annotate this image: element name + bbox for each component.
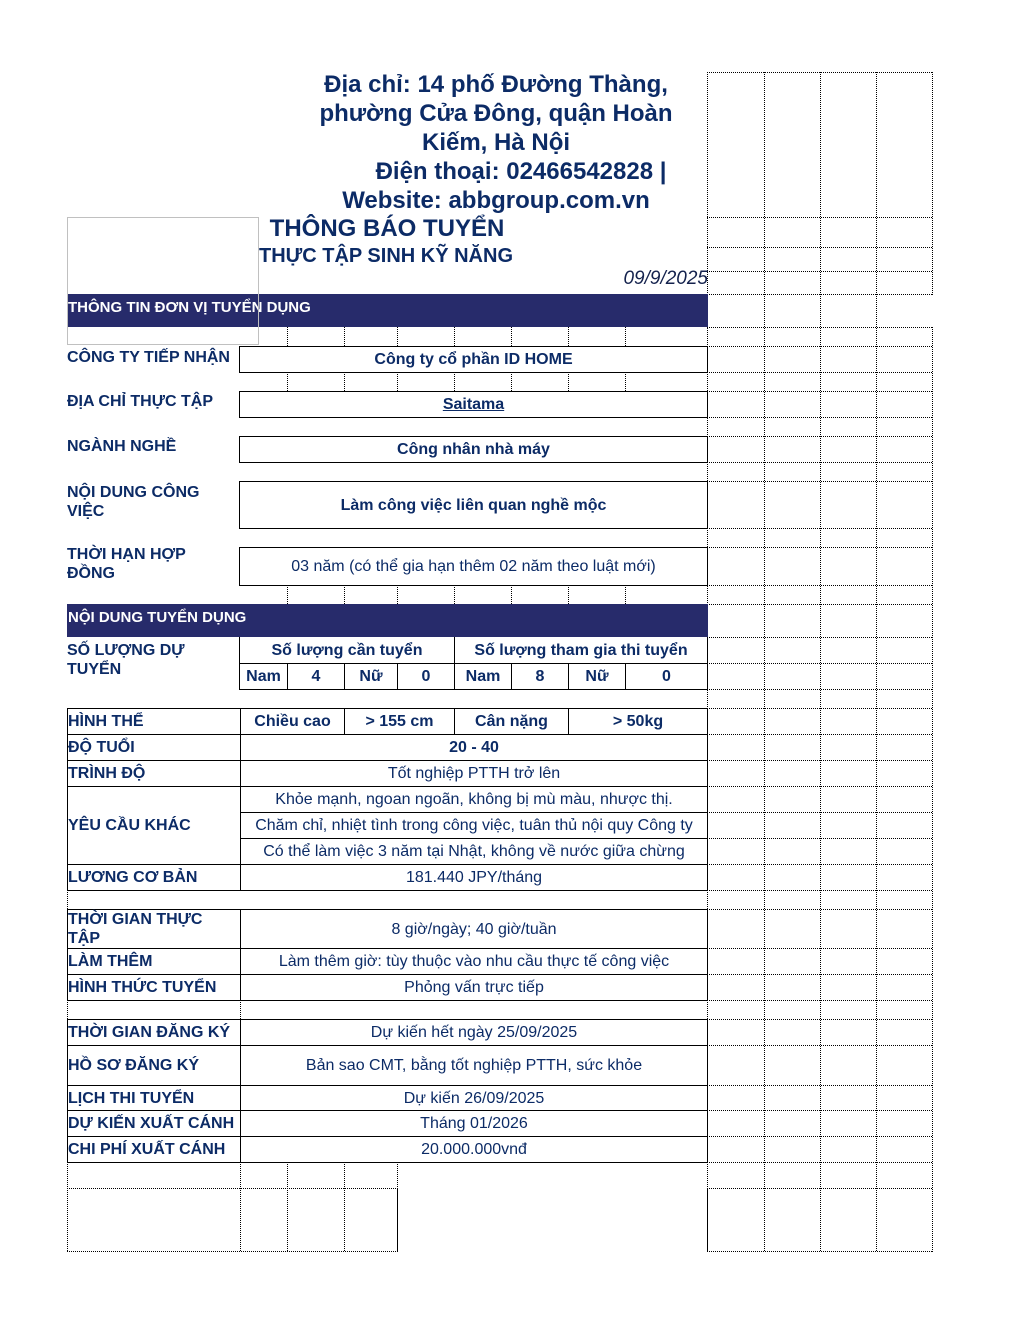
weight-value: > 50kg	[568, 708, 708, 735]
exam-male-label: Nam	[454, 663, 512, 690]
label-occupation: NGÀNH NGHỀ	[67, 438, 177, 455]
label-internship-address: ĐỊA CHỈ THỰC TẬP	[67, 393, 214, 410]
exam-male-count: 8	[511, 663, 569, 690]
label-other-requirements: YÊU CẦU KHÁC	[67, 786, 241, 865]
label-recruitment-method: HÌNH THỨC TUYỂN	[67, 974, 241, 1001]
phone-line: Điện thoại: 02466542828 |	[375, 158, 667, 185]
value-working-hours: 8 giờ/ngày; 40 giờ/tuần	[240, 909, 708, 949]
label-overtime: LÀM THÊM	[67, 948, 241, 975]
label-working-hours-cell	[67, 909, 241, 949]
needed-male-label: Nam	[239, 663, 288, 690]
value-receiving-company: Công ty cổ phần ID HOME	[239, 346, 708, 373]
label-quantity: SỐ LƯỢNG DỰ TUYỂN	[67, 642, 185, 678]
company-logo-placeholder	[67, 217, 259, 345]
website-line: Website: abbgroup.com.vn	[342, 187, 650, 214]
needed-male-count: 4	[287, 663, 345, 690]
internship-address-link[interactable]: Saitama	[442, 396, 505, 413]
section-heading-recruitment-content: NỘI DUNG TUYỂN DỤNG	[67, 604, 708, 637]
weight-label: Cân nặng	[454, 708, 569, 735]
label-expected-departure: DỰ KIẾN XUẤT CÁNH	[67, 1110, 241, 1137]
value-contract-term: 03 năm (có thể gia hạn thêm 02 năm theo luật mới)	[239, 547, 708, 586]
value-exam-schedule: Dự kiến 26/09/2025	[240, 1085, 708, 1111]
notice-subtitle: THỰC TẬP SINH KỸ NĂNG	[258, 245, 513, 267]
address-line-2: phường Cửa Đông, quận Hoàn	[319, 100, 673, 127]
value-departure-cost: 20.000.000vnđ	[240, 1136, 708, 1163]
value-other-requirement-3: Có thể làm việc 3 năm tại Nhật, không về nước giữa chừng	[240, 838, 708, 865]
section-heading-employer-info: THÔNG TIN ĐƠN VỊ TUYỂN DỤNG	[67, 294, 708, 327]
notice-date: 09/9/2025	[623, 268, 708, 289]
label-job-description: NỘI DUNG CÔNG VIỆC	[67, 484, 200, 520]
value-overtime: Làm thêm giờ: tùy thuộc vào nhu cầu thực tế công việc	[240, 948, 708, 975]
value-other-requirement-2: Chăm chỉ, nhiệt tình trong công việc, tuân thủ nội quy Công ty	[240, 812, 708, 839]
address-line-1: Địa chỉ: 14 phố Đường Thàng,	[324, 71, 668, 98]
value-expected-departure: Tháng 01/2026	[240, 1110, 708, 1137]
label-registration-period: THỜI GIAN ĐĂNG KÝ	[67, 1019, 241, 1046]
label-age: ĐỘ TUỔI	[67, 734, 241, 761]
height-value: > 155 cm	[344, 708, 455, 735]
label-base-salary: LƯƠNG CƠ BẢN	[67, 864, 241, 891]
label-contract-term: THỜI HẠN HỢP ĐỒNG	[67, 546, 186, 582]
value-education: Tốt nghiệp PTTH trở lên	[240, 760, 708, 787]
value-base-salary: 181.440 JPY/tháng	[240, 864, 708, 891]
address-line-3: Kiếm, Hà Nội	[421, 129, 571, 156]
label-application-documents: HỒ SƠ ĐĂNG KÝ	[67, 1045, 241, 1086]
needed-female-count: 0	[397, 663, 455, 690]
value-occupation: Công nhân nhà máy	[239, 436, 708, 463]
value-registration-period: Dự kiến hết ngày 25/09/2025	[240, 1019, 708, 1046]
header-quantity-exam: Số lượng tham gia thi tuyển	[454, 637, 708, 664]
label-receiving-company: CÔNG TY TIẾP NHẬN	[67, 349, 230, 366]
value-age: 20 - 40	[240, 734, 708, 761]
label-departure-cost: CHI PHÍ XUẤT CÁNH	[67, 1136, 241, 1163]
value-other-requirement-1: Khỏe mạnh, ngoan ngoãn, không bị mù màu, nhược thị.	[240, 786, 708, 813]
label-working-hours: THỜI GIAN THỰC TẬP	[68, 911, 203, 947]
cell-border-solid	[707, 1188, 708, 1252]
header-quantity-needed: Số lượng cần tuyển	[239, 637, 455, 664]
needed-female-label: Nữ	[344, 663, 398, 690]
value-recruitment-method: Phỏng vấn trực tiếp	[240, 974, 708, 1001]
company-contact-block	[300, 70, 692, 215]
value-job-description: Làm công việc liên quan nghề mộc	[239, 481, 708, 529]
label-education: TRÌNH ĐỘ	[67, 760, 241, 787]
height-label: Chiều cao	[240, 708, 345, 735]
cell-border-solid	[397, 1188, 398, 1252]
label-exam-schedule: LỊCH THI TUYỂN	[67, 1085, 241, 1111]
notice-title: THÔNG BÁO TUYỂN	[269, 215, 505, 242]
exam-female-count: 0	[625, 663, 708, 690]
label-physique: HÌNH THỂ	[67, 708, 241, 735]
value-internship-address-cell	[239, 391, 708, 418]
exam-female-label: Nữ	[568, 663, 626, 690]
value-application-documents: Bản sao CMT, bằng tốt nghiệp PTTH, sức khỏe	[240, 1045, 708, 1086]
